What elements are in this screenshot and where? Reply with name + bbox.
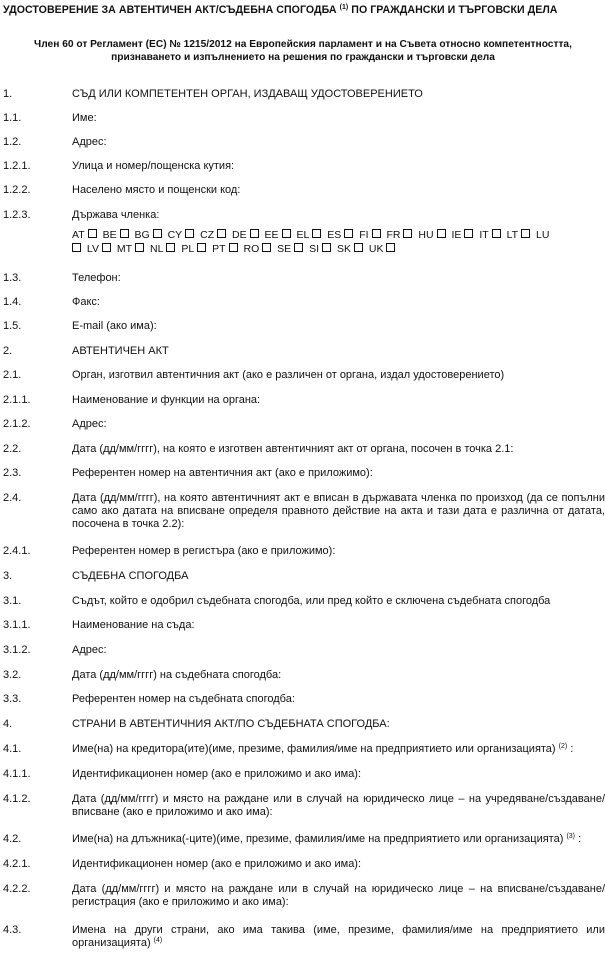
member-state-code: IT — [479, 229, 489, 241]
item-label: E-mail (ако има): — [72, 320, 157, 332]
title-main: УДОСТОВЕРЕНИЕ ЗА АВТЕНТИЧЕН АКТ/СЪДЕБНА СПОГОДБА — [3, 4, 337, 16]
item-number: 4.1. — [3, 743, 22, 755]
member-state-code: CZ — [200, 229, 215, 241]
checkbox[interactable] — [185, 229, 194, 238]
checkbox[interactable] — [492, 229, 501, 238]
item-number: 4.1.2. — [3, 793, 31, 805]
item-label: Факс: — [72, 296, 100, 308]
item-label-text: Име(на) на кредитора(ите)(име, презиме, фамилия/име на предприятието или организацията) — [72, 743, 556, 755]
checkbox[interactable] — [521, 229, 530, 238]
member-state-row-1 — [72, 228, 602, 242]
member-state-code: RO — [243, 243, 260, 255]
item-number: 3.1.1. — [3, 619, 31, 631]
section-heading: СЪД ИЛИ КОМПЕТЕНТЕН ОРГАН, ИЗДАВАЩ УДОСТОВЕРЕНИЕТО — [72, 88, 423, 100]
item-label — [72, 833, 605, 846]
item-number: 2. — [3, 345, 13, 357]
footnote-ref-1: (1) — [339, 4, 349, 11]
section-heading: АВТЕНТИЧЕН АКТ — [72, 345, 169, 357]
item-number: 2.4.1. — [3, 545, 31, 557]
item-number: 4.3. — [3, 924, 22, 936]
checkbox[interactable] — [120, 229, 129, 238]
checkbox[interactable] — [354, 243, 363, 252]
checkbox[interactable] — [135, 243, 144, 252]
item-label: Телефон: — [72, 272, 121, 284]
item-label-text: Име(на) на длъжника(-ците)(име, презиме, фамилия/име на предприятието или организацията) — [72, 833, 564, 845]
member-state-code: DE — [232, 229, 247, 241]
subtitle-line-2: признаването и изпълнението на решения по граждански и търговски дела — [111, 52, 495, 63]
checkbox[interactable] — [88, 229, 97, 238]
item-number: 4. — [3, 718, 13, 730]
member-state-code: LV — [86, 243, 99, 255]
item-number: 2.1.2. — [3, 418, 31, 430]
item-label: Населено място и пощенски код: — [72, 184, 241, 196]
item-label-text: Имена на други страни, ако има такива (име, презиме, фамилия/име на предприятието или организацията) — [72, 924, 605, 949]
item-number: 3.2. — [3, 669, 22, 681]
item-number: 1.2.3. — [3, 209, 31, 221]
footnote-ref-4: (4) — [153, 937, 163, 944]
member-state-code: CY — [167, 229, 183, 241]
member-state-code: FR — [386, 229, 401, 241]
item-label: Референтен номер на автентичния акт (ако е приложимо): — [72, 467, 373, 479]
item-number: 3. — [3, 570, 13, 582]
item-label: Адрес: — [72, 136, 107, 148]
item-label: Улица и номер/пощенска кутия: — [72, 160, 235, 172]
checkbox[interactable] — [262, 243, 271, 252]
checkbox[interactable] — [464, 229, 473, 238]
item-number: 1.4. — [3, 296, 22, 308]
item-number: 1.2.1. — [3, 160, 31, 172]
member-state-code: ES — [327, 229, 342, 241]
item-number: 4.2.1. — [3, 858, 31, 870]
item-number: 3.3. — [3, 693, 22, 705]
item-number: 2.3. — [3, 467, 22, 479]
section-heading: СЪДЕБНА СПОГОДБА — [72, 570, 189, 582]
item-number: 4.1.1. — [3, 768, 31, 780]
member-state-code: HU — [418, 229, 434, 241]
item-label — [72, 924, 605, 950]
checkbox[interactable] — [166, 243, 175, 252]
item-label: Идентификационен номер (ако е приложимо и ако има): — [72, 768, 362, 780]
member-state-code: NL — [150, 243, 164, 255]
item-number: 2.2. — [3, 443, 22, 455]
item-number: 4.2. — [3, 833, 22, 845]
member-state-code: UK — [368, 243, 384, 255]
member-state-code: PL — [181, 243, 195, 255]
checkbox[interactable] — [197, 243, 206, 252]
item-label: Орган, изготвил автентичния акт (ако е различен от органа, издал удостоверението) — [72, 369, 505, 381]
item-label: Държава членка: — [72, 209, 160, 221]
item-number: 2.1.1. — [3, 394, 31, 406]
checkbox[interactable] — [282, 229, 291, 238]
item-label: Наименование на съда: — [72, 619, 195, 631]
member-state-code: EL — [296, 229, 310, 241]
title-rest: ПО ГРАЖДАНСКИ И ТЪРГОВСКИ ДЕЛА — [351, 4, 558, 16]
checkbox[interactable] — [72, 243, 81, 252]
member-state-code: IE — [451, 229, 462, 241]
subtitle-line-1: Член 60 от Регламент (ЕС) № 1215/2012 на Европейския парламент и на Съвета относно компетентността, — [34, 39, 572, 50]
member-state-code: AT — [72, 229, 85, 241]
item-label: Идентификационен номер (ако е приложимо и ако има): — [72, 858, 362, 870]
item-label: Дата (дд/мм/гггг) на съдебната спогодба: — [72, 669, 282, 681]
checkbox[interactable] — [153, 229, 162, 238]
item-label: Референтен номер в регистъра (ако е приложимо): — [72, 545, 336, 557]
item-label: Име: — [72, 112, 97, 124]
item-label: Адрес: — [72, 418, 107, 430]
member-state-code: SI — [309, 243, 320, 255]
item-label: Наименование и функции на органа: — [72, 394, 261, 406]
checkbox[interactable] — [372, 229, 381, 238]
member-state-code: SK — [336, 243, 351, 255]
member-state-code: BE — [102, 229, 117, 241]
item-label: Съдът, който е одобрил съдебната спогодба, или пред който е сключена съдебната спогодба — [72, 595, 551, 607]
item-number: 1.3. — [3, 272, 22, 284]
item-number: 2.1. — [3, 369, 22, 381]
item-number: 1.1. — [3, 112, 22, 124]
item-number: 2.4. — [3, 492, 22, 504]
checkbox[interactable] — [386, 243, 395, 252]
page-subtitle — [3, 38, 603, 64]
member-state-code: SE — [277, 243, 292, 255]
item-number: 1. — [3, 88, 13, 100]
member-state-code: LU — [535, 229, 550, 241]
member-state-code: FI — [359, 229, 369, 241]
checkbox[interactable] — [403, 229, 412, 238]
item-label: Дата (дд/мм/гггг) и място на раждане или в случай на юридическо лице – на вписване/създаване/регистрация (ако е приложимо и ако има): — [72, 883, 605, 908]
item-number: 3.1. — [3, 595, 22, 607]
checkbox[interactable] — [344, 229, 353, 238]
footnote-ref-2: (2) — [558, 743, 568, 750]
item-label: Дата (дд/мм/гггг), на която е изготвен автентичният акт от органа, посочен в точка 2.1: — [72, 443, 514, 455]
item-label-tail: : — [567, 743, 574, 755]
item-number: 1.5. — [3, 320, 22, 332]
item-label: Дата (дд/мм/гггг) и място на раждане или в случай на юридическо лице – на учредяване/създаване/вписване (ако е приложимо и ако има): — [72, 793, 605, 818]
item-label — [72, 743, 605, 756]
member-state-code: LT — [506, 229, 519, 241]
item-label: Адрес: — [72, 644, 107, 656]
checkbox[interactable] — [229, 243, 238, 252]
checkbox[interactable] — [312, 229, 321, 238]
item-number: 4.2.2. — [3, 883, 31, 895]
member-state-row-2 — [72, 242, 602, 256]
item-number: 1.2.2. — [3, 184, 31, 196]
checkbox[interactable] — [250, 229, 259, 238]
member-state-code: PT — [212, 243, 226, 255]
item-number: 1.2. — [3, 136, 22, 148]
page-title — [3, 4, 603, 17]
section-heading: СТРАНИ В АВТЕНТИЧНИЯ АКТ/ПО СЪДЕБНАТА СПОГОДБА: — [72, 718, 390, 730]
checkbox[interactable] — [322, 243, 331, 252]
item-label: Дата (дд/мм/гггг), на която автентичният акт е вписан в държавата членка по произход (да се попълни само ако датата на вписване определя правното действие на акта и тази дата е различна от датата, посочена в точка 2.2): — [72, 492, 605, 530]
checkbox[interactable] — [102, 243, 111, 252]
item-number: 3.1.2. — [3, 644, 31, 656]
footnote-ref-3: (3) — [566, 833, 576, 840]
member-state-code: EE — [264, 229, 279, 241]
checkbox[interactable] — [217, 229, 226, 238]
checkbox[interactable] — [294, 243, 303, 252]
checkbox[interactable] — [437, 229, 446, 238]
item-label-tail: : — [575, 833, 582, 845]
item-label: Референтен номер на съдебната спогодба: — [72, 693, 295, 705]
member-state-code: MT — [116, 243, 133, 255]
member-state-code: BG — [134, 229, 150, 241]
